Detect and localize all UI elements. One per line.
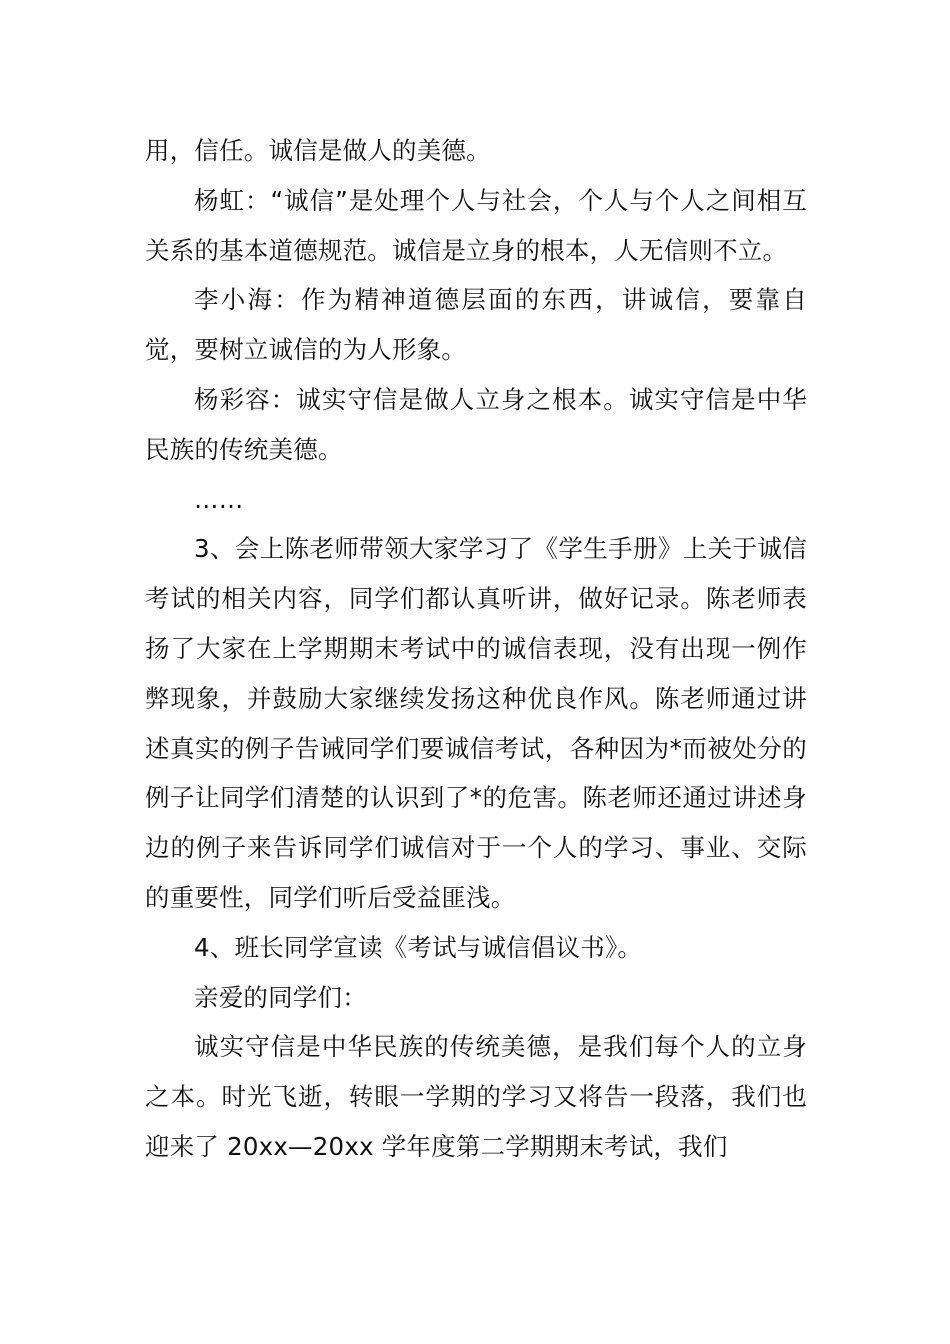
paragraph-yang-cairong: 杨彩容：诚实守信是做人立身之根本。诚实守信是中华民族的传统美德。 [145,384,807,464]
paragraph-yang-hong: 杨虹：“诚信”是处理个人与社会，个人与个人之间相互关系的基本道德规范。诚信是立身的根本，人无信则不立。 [145,185,807,265]
paragraph-item-4: 4、班长同学宣读《考试与诚信倡议书》。 [194,932,643,962]
paragraph-ellipsis: …… [194,484,244,514]
paragraph-salutation: 亲爱的同学们： [194,982,367,1012]
paragraph-li-xiaohai: 李小海：作为精神道德层面的东西，讲诚信，要靠自觉，要树立诚信的为人形象。 [145,285,807,365]
paragraph-proposal-body: 诚实守信是中华民族的传统美德，是我们每个人的立身之本。时光飞逝，转眼一学期的学习又将告一段落，我们也迎来了 20xx—20xx 学年度第二学期期末考试，我们 [145,1032,807,1161]
paragraph-item-3: 3、会上陈老师带领大家学习了《学生手册》上关于诚信考试的相关内容，同学们都认真听讲，做好记录。陈老师表扬了大家在上学期期末考试中的诚信表现，没有出现一例作弊现象，并鼓励大家继续发扬这种优良作风。陈老师通过讲述真实的例子告诫同学们要诚信考试，各种因为*而被处分的例子让同学们清楚的认识到了*的危害。陈老师还通过讲述身边的例子来告诉同学们诚信对于一个人的学习、事业、交际的重要性，同学们听后受益匪浅。 [145,534,807,912]
paragraph-continuation: 用，信任。诚信是做人的美德。 [145,136,491,165]
document-body [145,126,807,1172]
